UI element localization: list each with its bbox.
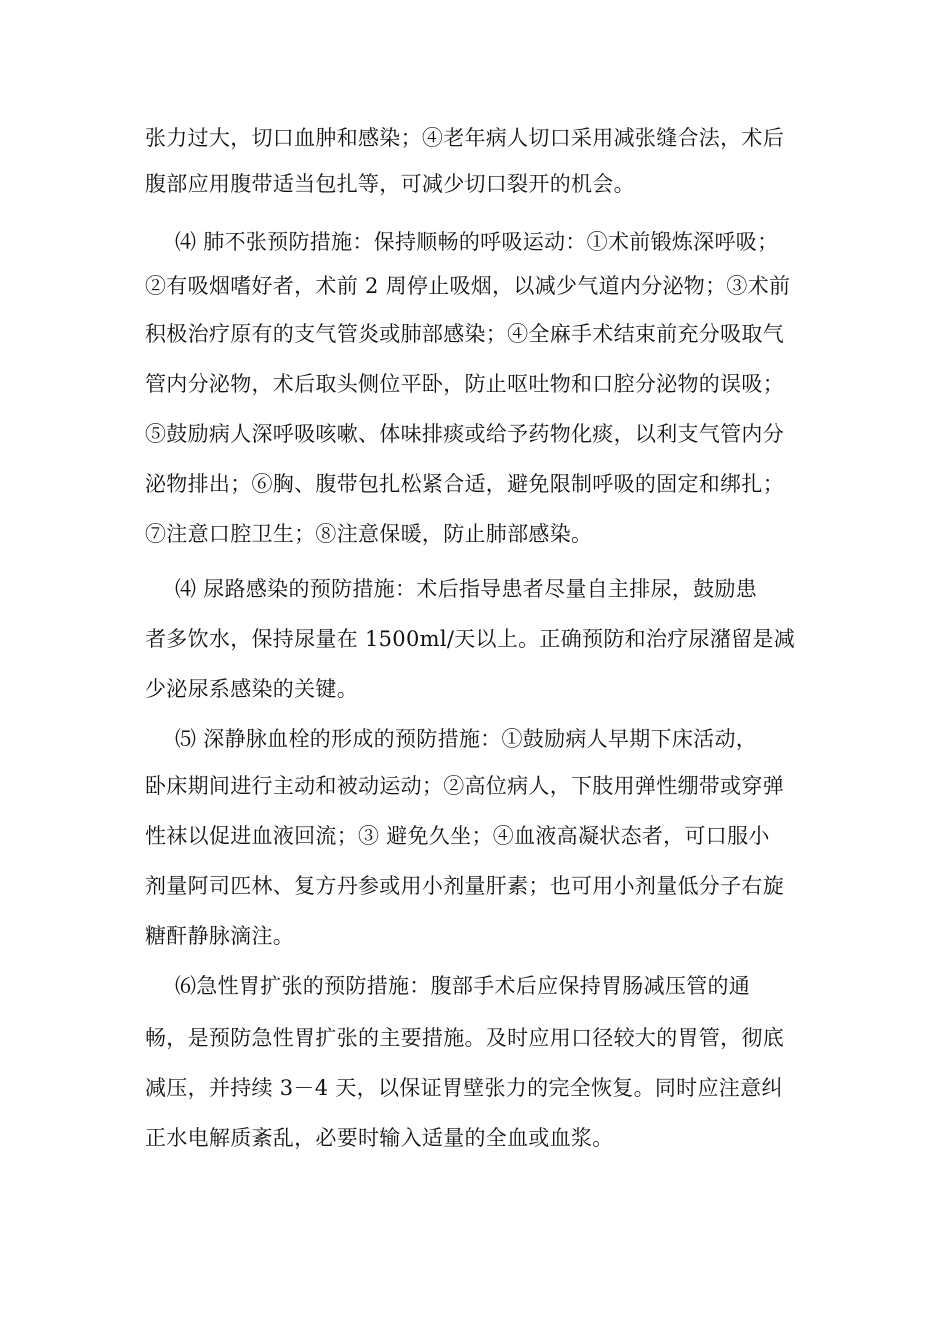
p2-line-2: ②有吸烟嗜好者，术前 2 周停止吸烟，以减少气道内分泌物；③术前 [145, 274, 791, 298]
p5-line-3: 减压，并持续 3－4 天，以保证胃壁张力的完全恢复。同时应注意纠 [145, 1076, 783, 1100]
p4-line-1: ⑸ 深静脉血栓的形成的预防措施：①鼓励病人早期下床活动， [175, 727, 758, 751]
p4-line-2: 卧床期间进行主动和被动运动；②高位病人，下肢用弹性绷带或穿弹 [145, 774, 784, 798]
p2-line-3: 积极治疗原有的支气管炎或肺部感染；④全麻手术结束前充分吸取气 [145, 322, 784, 346]
p2-line-5: ⑤鼓励病人深呼吸咳嗽、体味排痰或给予药物化痰，以利支气管内分 [145, 422, 784, 446]
p4-line-3: 性袜以促进血液回流；③ 避免久坐；④血液高凝状态者，可口服小 [145, 824, 770, 848]
p5-line-4: 正水电解质紊乱，必要时输入适量的全血或血浆。 [145, 1126, 614, 1150]
p2-line-4: 管内分泌物，术后取头侧位平卧，防止呕吐物和口腔分泌物的误吸； [145, 372, 784, 396]
p2-line-1: ⑷ 肺不张预防措施：保持顺畅的呼吸运动：①术前锻炼深呼吸； [175, 230, 779, 254]
p1-line-1: 张力过大，切口血肿和感染；④老年病人切口采用减张缝合法，术后 [145, 126, 784, 150]
p4-line-5: 糖酐静脉滴注。 [145, 924, 295, 948]
p5-line-2: 畅，是预防急性胃扩张的主要措施。及时应用口径较大的胃管，彻底 [145, 1026, 784, 1050]
p5-line-1: ⑹急性胃扩张的预防措施：腹部手术后应保持胃肠减压管的通 [175, 974, 751, 998]
p1-line-2: 腹部应用腹带适当包扎等，可减少切口裂开的机会。 [145, 172, 635, 196]
p2-line-7: ⑦注意口腔卫生；⑧注意保暖，防止肺部感染。 [145, 522, 593, 546]
p3-line-2: 者多饮水，保持尿量在 1500ml/天以上。正确预防和治疗尿潴留是减 [145, 627, 796, 651]
p3-line-1: ⑷ 尿路感染的预防措施：术后指导患者尽量自主排尿，鼓励患 [175, 577, 758, 601]
p4-line-4: 剂量阿司匹林、复方丹参或用小剂量肝素；也可用小剂量低分子右旋 [145, 874, 784, 898]
p2-line-6: 泌物排出；⑥胸、腹带包扎松紧合适，避免限制呼吸的固定和绑扎； [145, 472, 784, 496]
p3-line-3: 少泌尿系感染的关键。 [145, 677, 358, 701]
